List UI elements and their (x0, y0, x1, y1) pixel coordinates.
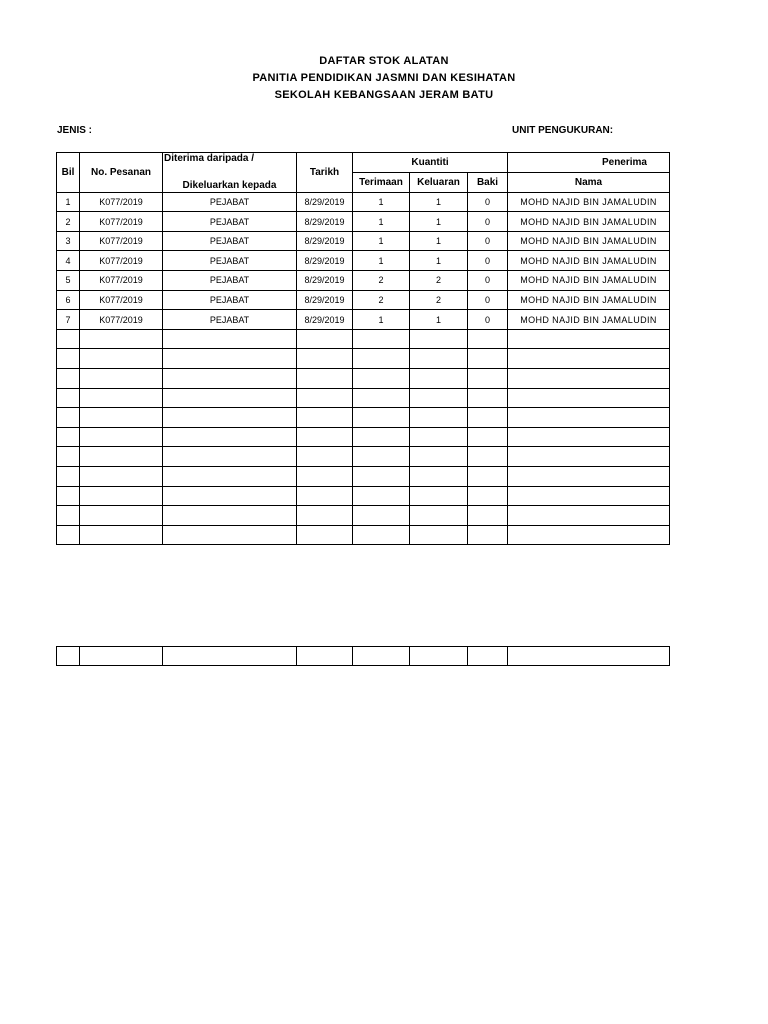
cell (410, 486, 468, 506)
cell (57, 447, 80, 467)
cell-no-pesanan: K077/2019 (80, 192, 163, 212)
cell (410, 506, 468, 526)
cell-tarikh: 8/29/2019 (297, 192, 353, 212)
cell (508, 408, 670, 428)
cell (163, 506, 297, 526)
cell-keluaran: 1 (410, 231, 468, 251)
cell (353, 525, 410, 545)
cell (57, 329, 80, 349)
header-dikeluarkan-kepada: Dikeluarkan kepada (163, 172, 297, 192)
table-row (57, 192, 670, 212)
cell (468, 525, 508, 545)
cell (508, 349, 670, 369)
cell-keluaran: 2 (410, 271, 468, 291)
header-nama: Nama (508, 172, 670, 192)
cell (353, 388, 410, 408)
cell (468, 349, 508, 369)
header-bil: Bil (57, 153, 80, 193)
empty-row (57, 408, 670, 428)
cell (353, 369, 410, 389)
jenis-label: JENIS : (57, 125, 93, 136)
doc-subtitle-sekolah: SEKOLAH KEBANGSAAN JERAM BATU (274, 89, 494, 101)
cell (410, 408, 468, 428)
cell (297, 486, 353, 506)
cell-keluaran: 1 (410, 310, 468, 330)
cell (410, 647, 468, 666)
header-kuantiti: Kuantiti (353, 153, 508, 173)
empty-row (57, 486, 670, 506)
cell (297, 525, 353, 545)
stock-table-body (57, 153, 670, 545)
cell (163, 447, 297, 467)
cell (297, 408, 353, 428)
cell (468, 647, 508, 666)
cell (508, 647, 670, 666)
footer-empty-row (57, 647, 670, 666)
cell (80, 369, 163, 389)
cell-diterima-dikeluarkan: PEJABAT (163, 212, 297, 232)
cell (353, 447, 410, 467)
cell (163, 486, 297, 506)
header-diterima-daripada: Diterima daripada / (163, 153, 297, 173)
empty-row (57, 525, 670, 545)
empty-row (57, 467, 670, 487)
cell (468, 329, 508, 349)
cell-keluaran: 1 (410, 192, 468, 212)
cell (57, 369, 80, 389)
cell-diterima-dikeluarkan: PEJABAT (163, 310, 297, 330)
cell-bil: 5 (57, 271, 80, 291)
cell (297, 647, 353, 666)
cell (57, 525, 80, 545)
cell-bil: 7 (57, 310, 80, 330)
table-row (57, 271, 670, 291)
header-row-1 (57, 153, 670, 173)
doc-subtitle-panitia: PANITIA PENDIDIKAN JASMNI DAN KESIHATAN (252, 72, 516, 84)
cell (57, 388, 80, 408)
cell (297, 506, 353, 526)
cell (297, 427, 353, 447)
stock-table (56, 152, 670, 545)
cell (468, 408, 508, 428)
cell (468, 388, 508, 408)
cell-terimaan: 1 (353, 251, 410, 271)
cell (410, 525, 468, 545)
cell (163, 427, 297, 447)
cell-baki: 0 (468, 271, 508, 291)
cell (297, 388, 353, 408)
cell-diterima-dikeluarkan: PEJABAT (163, 231, 297, 251)
cell (353, 647, 410, 666)
cell (508, 486, 670, 506)
cell-bil: 4 (57, 251, 80, 271)
unit-pengukuran-label: UNIT PENGUKURAN: (512, 125, 614, 136)
cell-nama-penerima: MOHD NAJID BIN JAMALUDIN (508, 251, 670, 271)
table-row (57, 212, 670, 232)
cell-diterima-dikeluarkan: PEJABAT (163, 271, 297, 291)
cell (410, 369, 468, 389)
cell-keluaran: 2 (410, 290, 468, 310)
cell-tarikh: 8/29/2019 (297, 231, 353, 251)
cell (80, 467, 163, 487)
cell (508, 447, 670, 467)
cell (57, 467, 80, 487)
cell (57, 486, 80, 506)
cell-diterima-dikeluarkan: PEJABAT (163, 192, 297, 212)
cell-diterima-dikeluarkan: PEJABAT (163, 290, 297, 310)
cell (163, 467, 297, 487)
cell-no-pesanan: K077/2019 (80, 212, 163, 232)
cell-no-pesanan: K077/2019 (80, 231, 163, 251)
cell-no-pesanan: K077/2019 (80, 251, 163, 271)
cell (80, 349, 163, 369)
cell-baki: 0 (468, 310, 508, 330)
cell (57, 408, 80, 428)
cell-nama-penerima: MOHD NAJID BIN JAMALUDIN (508, 290, 670, 310)
cell (297, 467, 353, 487)
cell-bil: 1 (57, 192, 80, 212)
cell (163, 329, 297, 349)
table-row (57, 310, 670, 330)
empty-row (57, 388, 670, 408)
cell (163, 369, 297, 389)
table-row (57, 251, 670, 271)
empty-row (57, 349, 670, 369)
cell (410, 349, 468, 369)
header-tarikh: Tarikh (297, 153, 353, 193)
cell-tarikh: 8/29/2019 (297, 271, 353, 291)
cell-baki: 0 (468, 231, 508, 251)
cell (508, 427, 670, 447)
table-row (57, 231, 670, 251)
cell (297, 349, 353, 369)
cell (163, 647, 297, 666)
cell (468, 486, 508, 506)
cell-baki: 0 (468, 212, 508, 232)
cell (57, 349, 80, 369)
cell (508, 388, 670, 408)
cell (353, 329, 410, 349)
cell-terimaan: 1 (353, 212, 410, 232)
cell (353, 427, 410, 447)
cell (508, 467, 670, 487)
empty-row (57, 369, 670, 389)
cell-baki: 0 (468, 192, 508, 212)
cell (410, 427, 468, 447)
cell (353, 506, 410, 526)
header-baki: Baki (468, 172, 508, 192)
cell (80, 388, 163, 408)
cell-bil: 6 (57, 290, 80, 310)
cell (163, 349, 297, 369)
cell (468, 369, 508, 389)
cell-nama-penerima: MOHD NAJID BIN JAMALUDIN (508, 271, 670, 291)
cell (80, 506, 163, 526)
cell (508, 329, 670, 349)
header-penerima: Penerima (508, 153, 670, 173)
cell-keluaran: 1 (410, 251, 468, 271)
cell (163, 388, 297, 408)
cell (353, 408, 410, 428)
cell (57, 647, 80, 666)
cell-terimaan: 2 (353, 271, 410, 291)
cell (297, 369, 353, 389)
cell-tarikh: 8/29/2019 (297, 212, 353, 232)
cell (508, 506, 670, 526)
cell (297, 329, 353, 349)
cell-no-pesanan: K077/2019 (80, 290, 163, 310)
cell-tarikh: 8/29/2019 (297, 290, 353, 310)
cell (80, 427, 163, 447)
cell (80, 647, 163, 666)
empty-row (57, 447, 670, 467)
cell (468, 447, 508, 467)
cell (410, 447, 468, 467)
cell (80, 486, 163, 506)
cell (468, 467, 508, 487)
cell-tarikh: 8/29/2019 (297, 310, 353, 330)
empty-row (57, 427, 670, 447)
cell (80, 408, 163, 428)
cell (57, 427, 80, 447)
cell (508, 369, 670, 389)
cell-nama-penerima: MOHD NAJID BIN JAMALUDIN (508, 310, 670, 330)
cell (508, 525, 670, 545)
cell-diterima-dikeluarkan: PEJABAT (163, 251, 297, 271)
cell (410, 467, 468, 487)
header-keluaran: Keluaran (410, 172, 468, 192)
cell-no-pesanan: K077/2019 (80, 310, 163, 330)
cell (163, 408, 297, 428)
cell-bil: 2 (57, 212, 80, 232)
cell (163, 525, 297, 545)
header-no-pesanan: No. Pesanan (80, 153, 163, 193)
cell (468, 427, 508, 447)
cell-bil: 3 (57, 231, 80, 251)
cell-baki: 0 (468, 290, 508, 310)
cell-keluaran: 1 (410, 212, 468, 232)
cell (353, 349, 410, 369)
cell (57, 506, 80, 526)
table-row (57, 290, 670, 310)
cell (297, 447, 353, 467)
cell (353, 486, 410, 506)
empty-row (57, 329, 670, 349)
cell-terimaan: 1 (353, 231, 410, 251)
cell-terimaan: 1 (353, 192, 410, 212)
cell (80, 447, 163, 467)
cell (80, 329, 163, 349)
cell-no-pesanan: K077/2019 (80, 271, 163, 291)
cell-nama-penerima: MOHD NAJID BIN JAMALUDIN (508, 212, 670, 232)
doc-title: DAFTAR STOK ALATAN (319, 55, 449, 67)
cell-nama-penerima: MOHD NAJID BIN JAMALUDIN (508, 192, 670, 212)
header-terimaan: Terimaan (353, 172, 410, 192)
cell-tarikh: 8/29/2019 (297, 251, 353, 271)
cell (80, 525, 163, 545)
cell-nama-penerima: MOHD NAJID BIN JAMALUDIN (508, 231, 670, 251)
footer-table (56, 646, 670, 666)
cell-terimaan: 2 (353, 290, 410, 310)
cell (410, 329, 468, 349)
empty-row (57, 506, 670, 526)
cell-terimaan: 1 (353, 310, 410, 330)
cell (410, 388, 468, 408)
cell-baki: 0 (468, 251, 508, 271)
cell (468, 506, 508, 526)
cell (353, 467, 410, 487)
